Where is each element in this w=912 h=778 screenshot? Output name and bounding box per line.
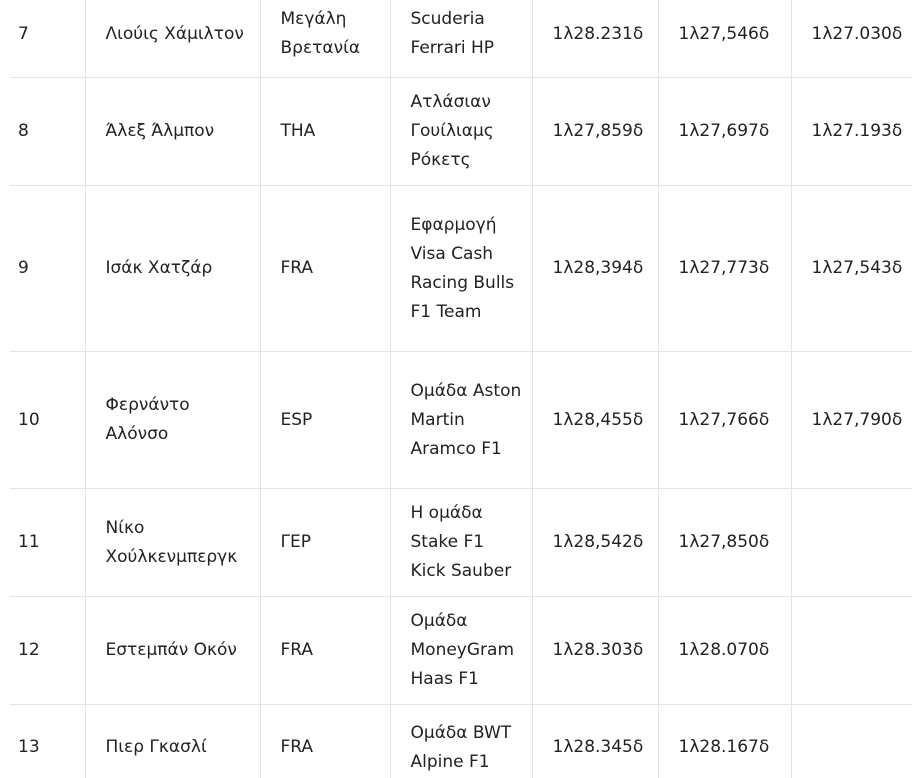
position-cell: 10	[10, 352, 85, 489]
position-cell: 11	[10, 489, 85, 597]
q3-time-cell	[791, 489, 912, 597]
team-cell: Scuderia Ferrari HP	[390, 0, 532, 78]
q1-time-cell: 1λ28.231δ	[532, 0, 658, 78]
table-row	[10, 352, 912, 489]
q2-time-cell: 1λ27,697δ	[658, 78, 791, 186]
q2-time-cell: 1λ27,850δ	[658, 489, 791, 597]
q3-time-cell	[791, 597, 912, 705]
team-cell: Ατλάσιαν Γουίλιαμς Ρόκετς	[390, 78, 532, 186]
driver-cell: Εστεμπάν Οκόν	[85, 597, 260, 705]
qualifying-results-table	[10, 0, 912, 778]
position-cell: 9	[10, 186, 85, 352]
team-cell: Ομάδα MoneyGram Haas F1	[390, 597, 532, 705]
q3-time-cell: 1λ27,543δ	[791, 186, 912, 352]
table-row	[10, 597, 912, 705]
table-row	[10, 78, 912, 186]
driver-cell: Πιερ Γκασλί	[85, 705, 260, 778]
team-cell: Η ομάδα Stake F1 Kick Sauber	[390, 489, 532, 597]
q1-time-cell: 1λ28.303δ	[532, 597, 658, 705]
q1-time-cell: 1λ28.345δ	[532, 705, 658, 778]
nationality-cell: Μεγάλη Βρετανία	[260, 0, 390, 78]
q3-time-cell: 1λ27,790δ	[791, 352, 912, 489]
q1-time-cell: 1λ28,542δ	[532, 489, 658, 597]
table-row	[10, 705, 912, 778]
team-cell: Ομάδα BWT Alpine F1	[390, 705, 532, 778]
team-cell: Εφαρμογή Visa Cash Racing Bulls F1 Team	[390, 186, 532, 352]
table-row	[10, 0, 912, 78]
nationality-cell: THA	[260, 78, 390, 186]
nationality-cell: FRA	[260, 705, 390, 778]
q2-time-cell: 1λ28.167δ	[658, 705, 791, 778]
driver-cell: Λιούις Χάμιλτον	[85, 0, 260, 78]
driver-cell: Νίκο Χούλκενμπεργκ	[85, 489, 260, 597]
position-cell: 13	[10, 705, 85, 778]
q2-time-cell: 1λ27,766δ	[658, 352, 791, 489]
q3-time-cell	[791, 705, 912, 778]
nationality-cell: FRA	[260, 597, 390, 705]
nationality-cell: ΓΕΡ	[260, 489, 390, 597]
table-row	[10, 186, 912, 352]
driver-cell: Φερνάντο Αλόνσο	[85, 352, 260, 489]
position-cell: 12	[10, 597, 85, 705]
q2-time-cell: 1λ27,773δ	[658, 186, 791, 352]
team-cell: Ομάδα Aston Martin Aramco F1	[390, 352, 532, 489]
driver-cell: Ισάκ Χατζάρ	[85, 186, 260, 352]
driver-cell: Άλεξ Άλμπον	[85, 78, 260, 186]
position-cell: 8	[10, 78, 85, 186]
q2-time-cell: 1λ27,546δ	[658, 0, 791, 78]
nationality-cell: ESP	[260, 352, 390, 489]
q1-time-cell: 1λ28,394δ	[532, 186, 658, 352]
table-row	[10, 489, 912, 597]
q1-time-cell: 1λ27,859δ	[532, 78, 658, 186]
q1-time-cell: 1λ28,455δ	[532, 352, 658, 489]
q3-time-cell: 1λ27.030δ	[791, 0, 912, 78]
position-cell: 7	[10, 0, 85, 78]
q3-time-cell: 1λ27.193δ	[791, 78, 912, 186]
q2-time-cell: 1λ28.070δ	[658, 597, 791, 705]
nationality-cell: FRA	[260, 186, 390, 352]
